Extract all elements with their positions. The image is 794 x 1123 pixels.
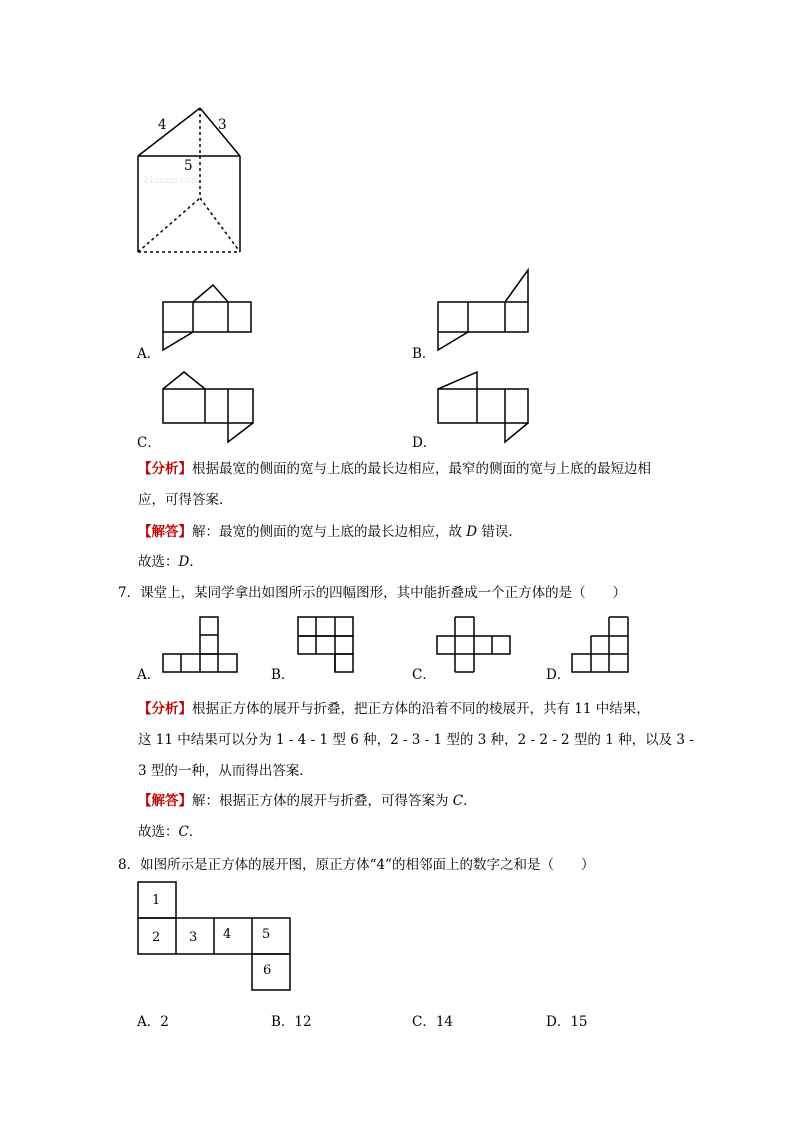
q6-solution-pre: 解：最宽的侧面的宽与上底的最长边相应，故 [192, 524, 462, 540]
q6-solution-post: 错误． [481, 524, 522, 540]
q7-choice-post: ． [188, 824, 203, 840]
q7-stem: 7．课堂上，某同学拿出如图所示的四幅图形，其中能折叠成一个正方体的是（ ） [118, 585, 627, 601]
q7-option-a-label: A． [137, 667, 161, 683]
q8-option-c [412, 1010, 453, 1030]
q6-analysis-line-2: 应，可得答案． [138, 492, 233, 508]
q8-option-c-value: 14 [435, 1014, 454, 1030]
q6-choice-post: ． [189, 554, 203, 570]
q8-option-b-value: 12 [294, 1014, 312, 1030]
prism-edge-label-5: 5 [184, 158, 193, 174]
q7-analysis-line-3: 3 型的一种，从而得出答案． [138, 763, 313, 779]
q8-option-a-label: A． [137, 1014, 161, 1030]
q7-option-b-label: B． [271, 667, 295, 683]
q8-net-face-2: 2 [152, 930, 161, 945]
q6-choice-pre: 故选： [138, 554, 179, 570]
q6-option-c-label: C． [137, 435, 161, 451]
prism-edge-label-4: 4 [158, 117, 167, 133]
q8-option-a-value: 2 [160, 1014, 169, 1030]
solution-tag: 【解答】 [138, 524, 192, 540]
q8-option-a [137, 1010, 169, 1030]
q7-solution-pre: 解：根据正方体的展开与折叠，可得答案为 [192, 793, 449, 809]
solution-tag: 【解答】 [138, 793, 192, 809]
q6-solution-var: D [466, 524, 478, 540]
q7-solution-var: C [452, 793, 464, 809]
q7-analysis-line-2: 这 11 中结果可以分为 1 - 4 - 1 型 6 种，2 - 3 - 1 型的 3 种，2 - 2 - 2 型的 1 种，以及 3 - [138, 732, 694, 748]
q8-stem: 8．如图所示是正方体的展开图，原正方体“4”的相邻面上的数字之和是（ ） [118, 857, 595, 873]
q8-option-d [546, 1010, 588, 1030]
q8-option-c-label: C． [412, 1014, 436, 1030]
q7-option-d-label: D． [546, 667, 571, 683]
prism-edge-label-3: 3 [218, 117, 227, 133]
watermark: 21zzxm.com [143, 176, 200, 186]
q6-choice-var: D [178, 554, 190, 570]
q8-option-d-value: 15 [570, 1014, 588, 1030]
q7-option-c-label: C． [412, 667, 436, 683]
analysis-tag: 【分析】 [138, 461, 192, 477]
q7-solution-post: ． [463, 793, 477, 809]
q8-net-face-4: 4 [223, 927, 232, 942]
q8-net-face-6: 6 [263, 963, 272, 978]
analysis-tag: 【分析】 [138, 701, 192, 717]
q6-option-b-label: B． [412, 346, 436, 362]
q7-analysis-text-1: 根据正方体的展开与折叠，把正方体的沿着不同的棱展开，共有 11 中结果， [192, 701, 650, 717]
q8-net-face-1: 1 [152, 893, 161, 908]
q7-choice-var: C [178, 824, 189, 840]
q6-option-d-label: D． [412, 435, 437, 451]
q8-net-face-5: 5 [262, 927, 271, 942]
q6-analysis-text-1: 根据最宽的侧面的宽与上底的最长边相应，最窄的侧面的宽与上底的最短边相 [192, 461, 651, 477]
q7-choice-pre: 故选： [138, 824, 179, 840]
q6-option-a-label: A． [137, 346, 161, 362]
q8-option-b [271, 1010, 312, 1030]
q8-option-d-label: D． [546, 1014, 571, 1030]
q8-option-b-label: B． [271, 1014, 295, 1030]
q8-net-face-3: 3 [189, 930, 198, 945]
